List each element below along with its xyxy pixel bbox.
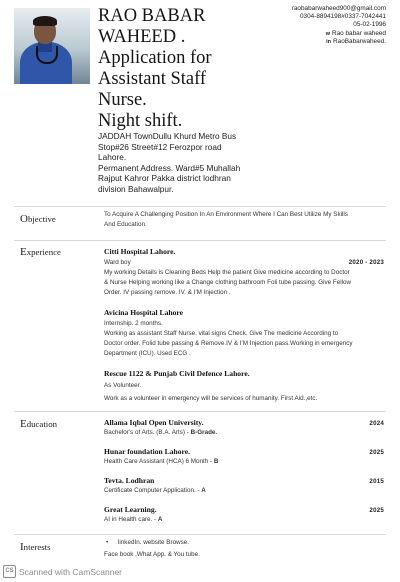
school-name: Allama Iqbal Open University.: [104, 418, 204, 427]
date-of-birth: 05-02-1996: [353, 21, 386, 29]
section-divider: [14, 411, 386, 412]
section-title-objective: Objective: [20, 213, 56, 225]
experience-entry: [104, 369, 384, 404]
contact-info: [246, 5, 386, 46]
section-title-education: Education: [20, 418, 58, 430]
education-detail: AI in Health care. - A: [104, 516, 163, 523]
entry-title: Rescue 1122 & Punjab Civil Defence Lahore.: [104, 369, 250, 378]
address-block: [98, 131, 303, 194]
education-entry: [104, 476, 384, 496]
entry-role: Internship. 2 months.: [104, 320, 163, 327]
section-divider: [14, 206, 386, 207]
section-divider: [14, 534, 386, 535]
entry-description: My working Details is Cleaning Beds Help the patient Give medicine according to Doctor: [104, 269, 350, 276]
objective-content: [104, 210, 384, 230]
education-entry: [104, 447, 384, 467]
position-line: Nurse.: [98, 90, 147, 110]
bullet-icon: •: [106, 539, 109, 546]
grade: A: [157, 516, 163, 523]
name-line: WAHEED .: [98, 27, 186, 47]
entry-description: Working as assistant Staff Nurse. vital signs Check. Give The medicine According to: [104, 330, 339, 337]
watermark-text: Scanned with CamScanner: [19, 566, 123, 577]
entry-dates: 2020 - 2023: [348, 259, 384, 266]
website-link[interactable]: [246, 30, 386, 38]
interest-text: linkedIn. website Browse.: [118, 539, 190, 546]
interests-content: [104, 538, 384, 560]
entry-title: Avicina Hospital Lahore: [104, 308, 184, 317]
objective-text: And Education.: [104, 221, 147, 228]
position-line: Application for: [98, 48, 212, 68]
linkedin-text: RaoBabarwaheed.: [333, 37, 386, 45]
objective-text: To Acquire A Challenging Position In An Environment Where I Can Best Utilize My Skills: [104, 211, 348, 218]
education-year: 2015: [369, 478, 384, 485]
entry-title: Citti Hospital Lahore.: [104, 247, 176, 256]
education-entry: [104, 505, 384, 525]
address-line: JADDAH TownDullu Khurd Metro Bus: [98, 131, 237, 141]
school-name: Tevta. Lodhran: [104, 476, 155, 485]
scanner-watermark: [3, 565, 122, 578]
grade: A: [201, 487, 206, 494]
grade: B: [213, 458, 219, 465]
address-line: Stop#26 Street#12 Ferozpor road: [98, 141, 222, 152]
linkedin-link[interactable]: [246, 38, 386, 46]
name-and-position-title: [98, 6, 268, 132]
address-line: Lahore.: [98, 152, 127, 162]
entry-role: As Volunteer.: [104, 382, 142, 389]
profile-photo: [14, 8, 90, 84]
interest-continuation: Face book ,What App. & You tube.: [104, 551, 200, 558]
camscanner-logo-icon: CS: [3, 565, 16, 578]
permanent-address-line: Rajput Kahror Pakka district lodhran: [98, 173, 231, 183]
interest-item: [104, 538, 384, 548]
entry-description: Work as a volunteer in emergency will be services of humanity. First Aid.,etc.: [104, 395, 318, 402]
section-title-interests: Interests: [20, 541, 51, 553]
education-entry: [104, 418, 384, 438]
education-detail: Health Care Assistant (HCA) 6 Month - B: [104, 458, 219, 465]
education-detail: Certificate Computer Application. - A: [104, 487, 206, 494]
entry-description: Doctor order. Folid tube passing & Remove.IV & I'M Injection pass.Working in emergency: [104, 340, 353, 347]
education-year: 2025: [369, 507, 384, 514]
grade: B-Grade.: [190, 429, 218, 436]
entry-description: & Nurse Helping working like a Change clothing bathroom Foli tube passing. Give Fellow: [104, 279, 352, 286]
education-year: 2024: [369, 420, 384, 427]
section-divider: [14, 240, 386, 241]
phone-numbers: 0304-8894198#0337-7042441: [299, 13, 386, 21]
school-name: Great Learning.: [104, 505, 157, 514]
email[interactable]: raobabarwaheed900@gmail.com: [291, 5, 386, 12]
website-icon: w: [325, 30, 330, 37]
education-detail: Bachelor's of Arts. (B.A. Arts) - B-Grade.: [104, 429, 218, 436]
section-title-experience: Experience: [20, 246, 61, 258]
website-text: Rao babar waheed: [331, 29, 386, 37]
shift-line: Night shift.: [98, 111, 183, 131]
entry-role: Ward boy: [104, 259, 131, 266]
name-line: RAO BABAR: [98, 6, 206, 26]
entry-description: Order. IV passing remove. IV. & I'M Injection .: [104, 289, 231, 296]
permanent-address-line: Permanent Address. Ward#5 Muhallah: [98, 162, 241, 173]
entry-description: Department (ICU). Used ECG .: [104, 350, 191, 357]
education-year: 2025: [369, 449, 384, 456]
linkedin-icon: in: [326, 38, 332, 45]
permanent-address-line: division Bahawalpur.: [98, 183, 174, 194]
school-name: Hunar foundation Lahore.: [104, 447, 191, 456]
experience-entry: [104, 308, 384, 359]
position-line: Assistant Staff: [98, 69, 207, 89]
experience-entry: [104, 247, 384, 298]
